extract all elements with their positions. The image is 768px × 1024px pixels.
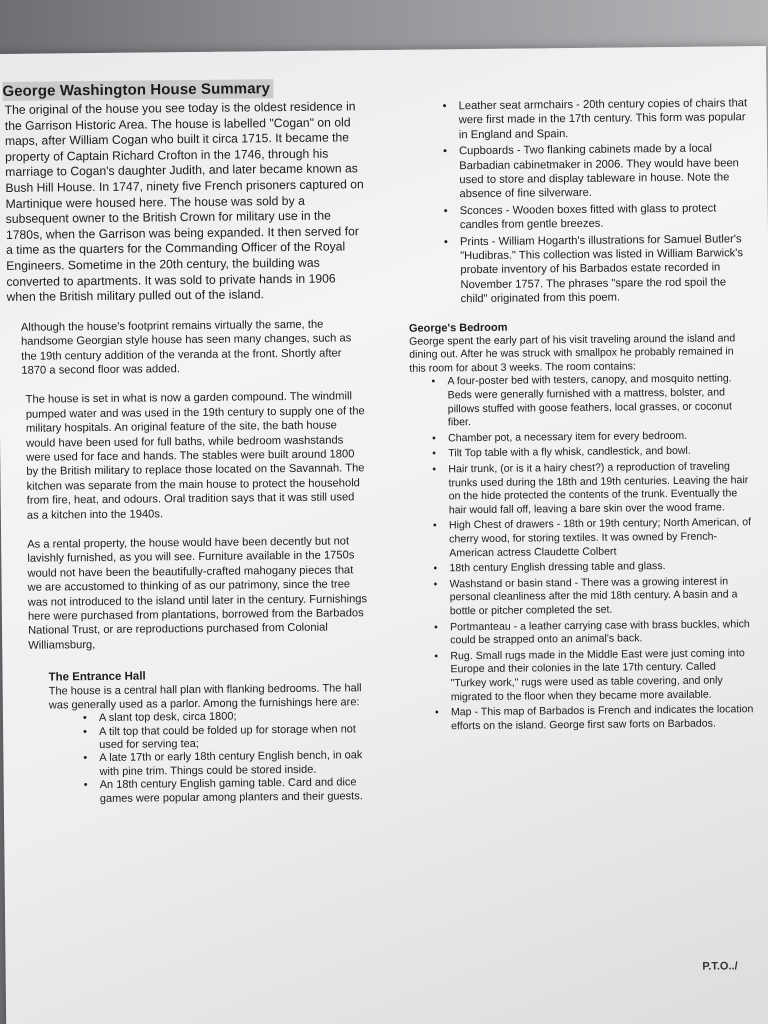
paragraph-garden: The house is set in what is now a garden compound. The windmill pumped water and was used in the 19th century to supply one of the military hospitals. An original feature of the site, the bath house would have been used for full baths, while bedroom washstands were used for face and hands. The stables were built around 1800 by the British military to replace those located on the Savannah. The kitchen was separate from the main house to protect the household from fire, heat, and odours. Oral tradition says that it was still used as a kitchen into the 1940s. [25,390,365,522]
list-item: • 18th century English dressing table and glass. [449,559,753,576]
list-item: • Map - This map of Barbados is French and indicates the location efforts on the island. George first saw forts on Barbados. [451,703,755,733]
please-turn-over: P.T.O../ [702,960,738,973]
entrance-hall-intro: The house is a central hall plan with flanking bedrooms. The hall was generally used as a parlor. Among the furnishings here are: [48,682,362,712]
list-item: • Chamber pot, a necessary item for every bedroom. [448,429,752,446]
paragraph-footprint: Although the house's footprint remains virtually the same, the handsome Georgian style house has seen many changes, such as the 19th century addition of the veranda at the front. Shortly after 1870 a second floor was added. [20,318,352,377]
list-item: • Washstand or basin stand - There was a growing interest in personal cleanliness after the mid 18th century. A basin and a bottle or pitcher completed the set. [450,575,754,619]
list-item: • High Chest of drawers - 18th or 19th century; North American, of cherry wood, for storing textiles. It was owned by French- American actress Claudette Colbert [449,517,753,561]
bedroom-heading: George's Bedroom [408,321,508,335]
list-item: • A slant top desk, circa 1800; [99,709,371,725]
list-item: • Prints - William Hogarth's illustrations for Samuel Butler's "Hudibras." This collection was listed in William Barwick's probate inventory of his Barbados estate recorded in November 1757. The phrases "spare the rod spoil the child" originated from this poem. [460,232,751,307]
list-item: • Tilt Top table with a fly whisk, candlestick, and bowl. [448,445,752,462]
list-item: • Leather seat armchairs - 20th century copies of chairs that were first made in the 17th century. This form was popular in England and Spain. [459,96,749,142]
hall-furnishings-list [407,96,751,307]
list-item: • A late 17th or early 18th century English bench, in oak with pine trim. Things could be stored inside. [99,750,371,780]
right-column [407,96,756,736]
bedroom-intro: George spent the early part of his visit traveling around the island and dining out. After he was struck with smallpox he probably remained in this room for about 3 weeks. The room contains: [408,331,736,375]
bedroom-list [409,373,755,734]
left-column [4,78,372,807]
document-sheet [0,46,768,1024]
document-title: George Washington House Summary [2,79,273,101]
list-item: • Hair trunk, (or is it a hairy chest?) a reproduction of traveling trunks used during the 18th and 19th centuries. Leaving the hair on the hide protected the contents of the trunk. Eventually the hair would fall off, leaving a bare skin over the wood frame. [448,460,753,518]
paragraph-rental: As a rental property, the house would have been decently but not lavishly furnished, as you will see. Furniture available in the 1750s would not have been the beautifully-crafted mahogany pieces that we are accustomed to thinking of as our patrimony, since the tree was not introduced to the island until later in the century. Furnishings here were purchased from plantations, borrowed from the Barbados National Trust, or are reproductions purchased from Colonial Williamsburg, [27,535,368,652]
intro-paragraph: The original of the house you see today is the oldest residence in the Garrison Historic Area. The house is labelled "Cogan" on old maps, after William Cogan who built it circa 1715. It became the property of Captain Richard Crofton in the 1746, through his marriage to Cogan's daughter Judith, and later became known as Bush Hill House. In 1747, ninety five French prisoners captured on Martinique were housed here. The house was sold by a subsequent owner to the British Crown for military use in the 1780s, when the Garrison was being expanded. It then served for a time as the quarters for the Commanding Officer of the Royal Engineers. Sometime in the 20th century, the building was converted to apartments. It was sold to private hands in 1906 when the British military pulled out of the island. [4,99,364,305]
entrance-hall-list [11,709,372,807]
list-item: • Rug. Small rugs made in the Middle East were just coming into Europe and their colonies in the late 17th century. Called "Turkey work," rugs were used as table covering, and only migrated to the floor when they became more available. [450,647,755,705]
entrance-hall-heading: The Entrance Hall [48,670,146,684]
list-item: • A four-poster bed with testers, canopy, and mosquito netting. Beds were generally furnished with a mattress, bolster, and pillows stuffed with goose feathers, local grasses, or coconut fiber. [447,373,752,431]
list-item: • A tilt top that could be folded up for storage when not used for serving tea; [99,723,371,753]
list-item: • Portmanteau - a leather carrying case with brass buckles, which could be strapped onto an animal's back. [450,618,754,648]
list-item: • Sconces - Wooden boxes fitted with glass to protect candles from gentle breezes. [460,201,750,233]
list-item: • An 18th century English gaming table. Card and dice games were popular among planters and their guests. [100,776,372,806]
list-item: • Cupboards - Two flanking cabinets made by a local Barbadian cabinetmaker in 2006. They would have been used to store and display tableware in house. Note the absence of fine silverware. [459,141,750,202]
